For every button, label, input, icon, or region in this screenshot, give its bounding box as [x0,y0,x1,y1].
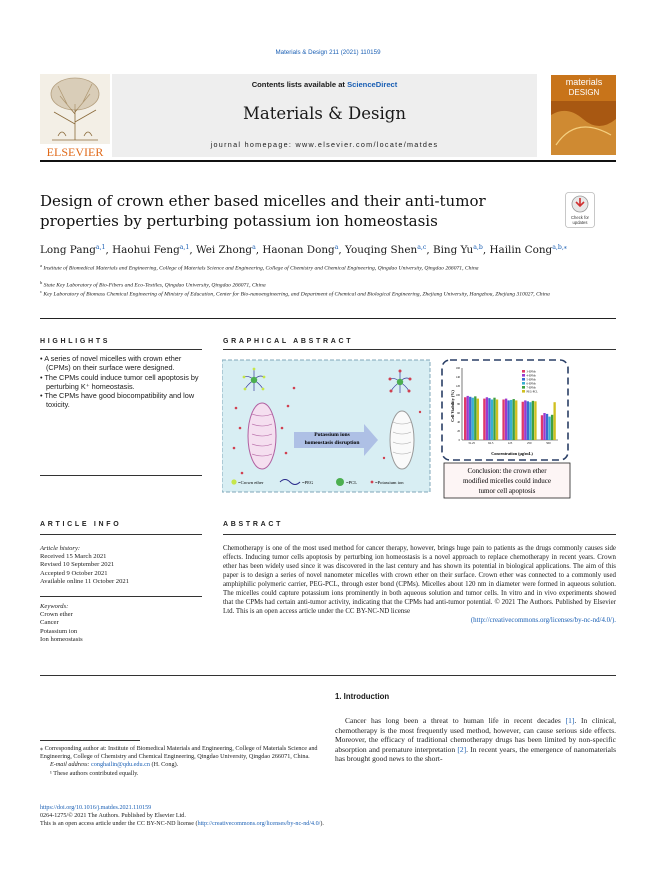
abstract-text: Chemotherapy is one of the most used method for cancer therapy, however, brings huge pain to patients as the drugs commonly causes side effects. Inducing tumor cells apoptosis by perturbing ion homeostasis is a novel approach to replace chemotherapy in recent years. Crown ether has been widely used since it was discovered in the last century and has shown its potential in biological applications. The aim of this paper is to design a series of novel nanometer micelles with crown ether on their surface. Crown ether was connected to a commonly used amphiphilic polymeric carrier, PEG-PCL, through ester bond (CPMs). Micelles about 120 nm in diameter were formed in aqueous solution. The micelles could capture potassium ions prominently in both aqueous solution and tumor cells. In vitro and in vivo experiments showed that the CPMs had certain anti-tumor activity, indicating that the CPMs had anti-tumor potential. © 2021 The Authors. Published by Elsevier Ltd. This is an open access article under the CC BY-NC-ND license [223,545,616,615]
history-accepted: Accepted 9 October 2021 [40,569,108,577]
history-online: Available online 11 October 2021 [40,577,129,585]
affiliation-sup: b [40,280,43,285]
ref-1-link[interactable]: [1] [565,716,575,725]
legend-peg: =PEG [302,480,314,485]
chart-bar [541,415,543,440]
author[interactable]: Hailin Cong [489,244,553,256]
chart-bar [488,398,490,440]
doi-link[interactable]: https://doi.org/10.1016/j.matdes.2021.110159 [40,805,152,811]
chart-legend-swatch [522,370,525,373]
chart-bar [551,415,553,440]
chart-legend-swatch [522,374,525,377]
abstract-license-link[interactable]: (http://creativecommons.org/licenses/by-nc-nd/4.0/). [470,617,616,624]
chart-bar [491,400,493,441]
equal-contribution-note: ¹ These authors contributed equally. [50,769,139,777]
history-keyword-rule [40,596,202,597]
legend-potassium: =Potassium ion [375,480,404,485]
chart-bar [529,402,531,440]
svg-text:Check for: Check for [571,215,589,220]
chart-ytick-label: 160 [455,367,460,370]
chart-bar [464,397,466,440]
chart-legend-label: 4-EPMs [526,374,536,378]
affiliation-sup: a [40,263,42,268]
contents-prefix: Contents lists available at [251,80,348,89]
keyword: Crown ether [40,611,73,619]
svg-text:materials: materials [565,77,603,87]
svg-text:DESIGN: DESIGN [568,88,600,97]
chart-xtick-label: 500 [546,441,551,445]
svg-text:updates: updates [572,220,588,225]
highlight-text: A series of novel micelles with crown ether (CPMs) on their surface were designed. [44,354,182,373]
author-sup: a [252,244,256,251]
chart-bar [502,400,504,441]
history-revised: Revised 10 September 2021 [40,561,115,569]
affiliation-sup: c [40,289,42,294]
author[interactable]: Bing Yu [432,244,474,256]
history-received: Received 15 March 2021 [40,553,107,561]
chart-bar [527,401,529,440]
conclusion-line-2: modified micelles could induce [462,477,552,485]
footnotes [40,745,320,778]
journal-homepage[interactable]: journal homepage: www.elsevier.com/locate/matdes [210,140,439,149]
introduction-heading: 1. Introduction [335,692,390,701]
license-line [40,820,616,828]
author-list: Long Pang$^{a,1}$, Haohui Feng$^{a,1}$, Wei Zhong$^a$, Haonan Dong$^a$, Youqing Shen$^{a,c}$, Bing Yu$^{a,b}$, Hailin Cong$^{a,b,⁎}$ [40,244,567,256]
conclusion-line-3: tumor cell apoptosis [478,487,536,495]
chart-ytick-label: 40 [457,421,460,424]
affiliation-a [40,262,616,273]
graphical-abstract-rule [223,349,616,350]
chart-bar [483,399,485,440]
journal-title: Materials & Design [243,104,406,123]
chart-bar [510,400,512,440]
affiliation-text: Key Laboratory of Biomass Chemical Engineering of Ministry of Education, Center for Bio-nanoengineering, and Department of Chemical and Biological Engineering, Zhejiang University, Hangzhou, Zhejiang 310027, China [43,291,550,298]
chart-bar [496,400,498,441]
arrow-label-2: homeostasis disruption [304,440,360,446]
chart-bar [553,402,555,440]
author[interactable]: Haohui Feng [112,244,180,256]
chart-xlabel: Concentration (μg/mL) [491,451,533,456]
chart-legend-swatch [522,386,525,389]
highlights-list [40,354,202,410]
author[interactable]: Wei Zhong [195,244,253,256]
chart-bar [532,401,534,440]
chart-bar [524,400,526,440]
intro-text-part: . In recent years, the emergence of nanomaterials has brought good news to the short- [335,744,616,763]
chart-bar [472,398,474,440]
chart-ylabel: Cell Viability (%) [450,390,455,422]
potassium-legend-icon [371,481,374,484]
chart-xtick-label: 250 [526,441,532,445]
chart-xtick-label: 31.25 [468,441,475,445]
author-sup: a,b,⁎ [552,244,567,251]
abstract-body [223,544,616,625]
abstract-rule [223,534,616,535]
article-history [40,545,200,586]
mitochondrion-left-icon [248,403,276,469]
chart-bar [486,397,488,440]
chart-legend-label: 7-EPMs [526,386,536,390]
chart-ytick-label: 80 [457,403,460,406]
introduction-text [335,716,616,764]
header-rule [40,160,616,162]
author-sup: a,1 [95,244,106,251]
author[interactable]: Youqing Shen [345,244,418,256]
issn-line: 0264-1275/© 2021 The Authors. Published by Elsevier Ltd. [40,813,186,820]
journal-reference[interactable]: Materials & Design 211 (2021) 110159 [275,49,381,56]
chart-bar [507,400,509,440]
highlight-text: The CPMs have good biocompatibility and low toxicity. [44,391,195,410]
highlight-text: The CPMs could induce tumor cell apoptosis by perturbing K⁺ homeostasis. [44,372,199,391]
svg-text:ELSEVIER: ELSEVIER [46,145,104,159]
keyword: Potassium ion [40,627,78,635]
email-link[interactable]: conghailin@qdu.edu.cn [91,761,150,769]
ref-2-link[interactable]: [2] [457,744,467,754]
highlights-rule [40,349,202,350]
affiliation-rule [40,318,616,319]
author-sup: a,c [417,244,427,251]
bottom-meta [40,804,616,829]
highlight-item: • The CPMs could induce tumor cell apoptosis by perturbing K⁺ homeostasis. [40,372,199,391]
email-line [40,761,320,769]
affiliation-text: State Key Laboratory of Bio-Fibers and Eco-Textiles, Qingdao University, Qingdao 266071, China [43,282,266,289]
chart-bar [548,417,550,440]
intro-text-part: . In clinical, chemotherapy is the most frequently used method, however, can cause serious side effects. Moreover, the efficacy of traditional chemotherapy drugs has been limited by non-specific absorption and premature interpretation [335,716,616,754]
mitochondrion-right-icon [390,411,414,469]
highlight-item: • A series of novel micelles with crown ether (CPMs) on their surface were designed. [40,354,182,373]
chart-legend-label: 6-EPMs [526,382,536,386]
author[interactable]: Haonan Dong [262,244,335,256]
author-sup: a,b [473,244,483,251]
crown-ether-legend-icon [231,479,236,484]
intro-text-part: Cancer has long been a threat to human life in recent decades [345,716,566,725]
chart-bar [546,414,548,440]
article-info-heading: ARTICLE INFO [40,521,122,528]
chart-bar [522,402,524,440]
chart-bar [505,399,507,440]
author-sup: a [334,244,339,251]
chart-legend-swatch [522,390,525,393]
chart-bar [469,397,471,440]
article-title: Design of crown ether based micelles and their anti-tumor properties by perturbing potassium ion homeostasis [40,192,486,230]
keywords-label: Keywords: [40,603,69,610]
bottom-license-link[interactable]: http://creativecommons.org/licenses/by-nc-nd/4.0/ [197,821,321,828]
highlight-item: • The CPMs have good biocompatibility and low toxicity. [40,391,195,410]
legend-crown-ether: =Crown ether [238,480,264,485]
sciencedirect-link[interactable]: ScienceDirect [347,80,398,89]
chart-bar [474,396,476,440]
history-label: Article history: [40,545,81,552]
chart-bar [477,399,479,440]
author[interactable]: Long Pang [40,244,96,256]
highlights-bottom-rule [40,475,202,476]
article-info-rule [40,534,202,535]
legend-pcl: =PCL [346,480,358,485]
chart-xtick-label: 62.5 [488,441,494,445]
chart-legend-label: PEG-PCL [526,390,538,394]
email-suffix: (H. Cong). [150,761,179,769]
keyword: Ion homeostasis [40,635,83,643]
conclusion-line-1: Conclusion: the crown ether [467,467,547,475]
chart-legend-label: 3-EPMs [526,370,536,374]
chart-bar [543,413,545,440]
chart-bar [534,401,536,440]
elsevier-logo [40,74,110,159]
chart-ytick-label: 120 [455,385,460,388]
pcl-legend-icon [336,478,344,486]
chart-legend-label: 5-EPMs [526,378,536,382]
chart-bar [467,396,469,440]
affiliation-c [40,288,616,299]
chart-xtick-label: 125 [507,441,513,445]
chart-ytick-label: 140 [455,376,460,379]
license-suffix: ). [320,821,324,828]
chart-ytick-label: 20 [457,430,460,433]
journal-cover-image [551,75,616,155]
license-prefix: This is an open access article under the CC BY-NC-ND license ( [40,821,198,828]
footnote-rule [40,740,140,741]
author-sup: a,1 [179,244,190,251]
graphical-abstract-figure [222,358,582,518]
chart-bar [513,399,515,440]
arrow-label-1: Potassium ions [314,432,350,438]
abstract-heading: ABSTRACT [223,521,284,528]
check-for-updates-badge[interactable] [565,192,595,228]
contents-line [112,80,537,89]
affiliation-text: Institute of Biomedical Materials and Engineering, College of Materials Science and Engineering, College of Chemistry and Chemical Engineering, Qingdao University, Qingdao 266071, China [43,265,479,272]
abstract-bottom-rule [40,675,616,676]
chart-legend-swatch [522,378,525,381]
keywords [40,603,200,644]
chart-ytick-label: 60 [457,412,460,415]
keyword: Cancer [40,619,59,627]
chart-bar [515,400,517,440]
graphical-abstract-heading: GRAPHICAL ABSTRACT [223,338,354,345]
highlights-heading: HIGHLIGHTS [40,338,111,345]
chart-ytick-label: 100 [455,394,460,397]
chart-bar [493,398,495,440]
email-label: E-mail address: [50,761,92,769]
chart-legend-swatch [522,382,525,385]
corresponding-author-note: ⁎ Corresponding author at: Institute of Biomedical Materials and Engineering, College of Materials Science and Engineering, College of Chemistry and Chemical Engineering, Qingdao University, Qingdao 266071, China. [40,745,318,761]
chart-ytick-label: 0 [458,439,460,442]
